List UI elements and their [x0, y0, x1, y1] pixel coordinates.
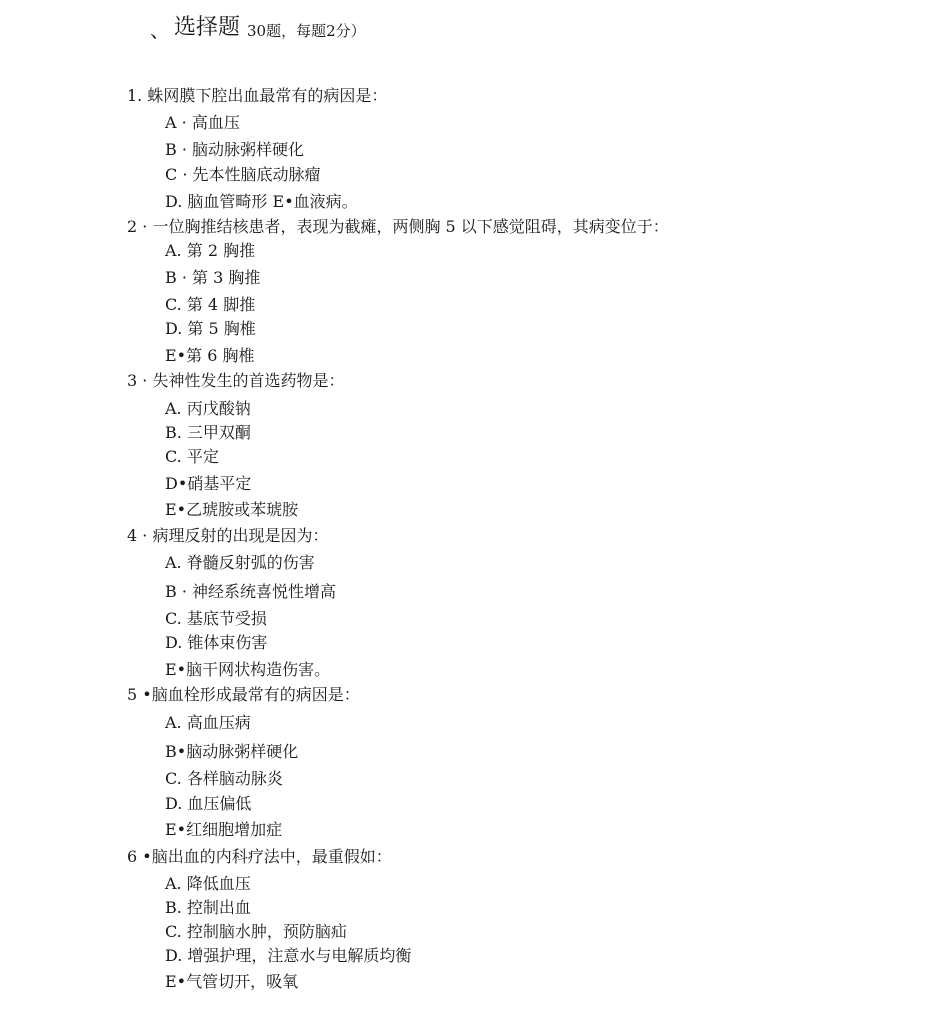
question-2-option-d: D. 第 5 胸椎 [165, 319, 256, 338]
heading-title: 选择题 [174, 15, 241, 40]
question-5-option-d: D. 血压偏低 [165, 794, 252, 813]
question-5-option-a: A. 高血压病 [165, 713, 251, 732]
question-6-option-b: B. 控制出血 [165, 898, 251, 917]
question-4-option-e: E•脑干网状构造伤害。 [165, 660, 331, 679]
question-3-option-e: E•乙琥胺或苯琥胺 [165, 500, 299, 519]
question-2-option-c: C. 第 4 脚推 [165, 295, 256, 314]
question-5-option-c: C. 各样脑动脉炎 [165, 769, 283, 788]
question-4-option-b: B · 神经系统喜悦性增高 [165, 582, 337, 601]
question-1-option-b: B · 脑动脉粥样硬化 [165, 140, 305, 159]
question-3-option-b: B. 三甲双酮 [165, 423, 251, 442]
heading-mark: 、 [150, 18, 170, 42]
question-5-option-b: B•脑动脉粥样硬化 [165, 742, 299, 761]
question-6-option-d: D. 增强护理，注意水与电解质均衡 [165, 946, 412, 965]
question-2-option-e: E•第 6 胸椎 [165, 346, 255, 365]
question-5-option-e: E•红细胞增加症 [165, 820, 283, 839]
question-4-option-c: C. 基底节受损 [165, 609, 267, 628]
question-5-stem: 5 •脑血栓形成最常有的病因是： [127, 685, 360, 704]
question-3-stem: 3 · 失神性发生的首选药物是： [127, 371, 345, 390]
heading-subtitle: 30题，每题2分） [247, 22, 366, 40]
question-3-option-a: A. 丙戊酸钠 [165, 399, 251, 418]
question-6-option-a: A. 降低血压 [165, 874, 251, 893]
question-2-option-b: B · 第 3 胸推 [165, 268, 261, 287]
question-1-option-a: A · 高血压 [165, 113, 240, 132]
question-4-option-a: A. 脊髓反射弧的伤害 [165, 553, 315, 572]
question-4-stem: 4 · 病理反射的出现是因为： [127, 526, 329, 545]
question-1-option-c: C · 先本性脑底动脉瘤 [165, 165, 321, 184]
question-2-stem: 2 · 一位胸推结核患者，表现为截瘫，两侧胸 5 以下感觉阻碍，其病变位于： [127, 217, 669, 236]
question-6-option-c: C. 控制脑水肿，预防脑疝 [165, 922, 347, 941]
question-1-option-d: D. 脑血管畸形 E•血液病。 [165, 192, 358, 211]
question-6-stem: 6 •脑出血的内科疗法中，最重假如： [127, 847, 392, 866]
question-3-option-d: D•硝基平定 [165, 474, 252, 493]
question-6-option-e: E•气管切开，吸氧 [165, 972, 299, 991]
question-3-option-c: C. 平定 [165, 447, 219, 466]
question-2-option-a: A. 第 2 胸推 [165, 241, 256, 260]
question-4-option-d: D. 锥体束伤害 [165, 633, 268, 652]
question-1-stem: 1. 蛛网膜下腔出血最常有的病因是： [127, 86, 388, 105]
